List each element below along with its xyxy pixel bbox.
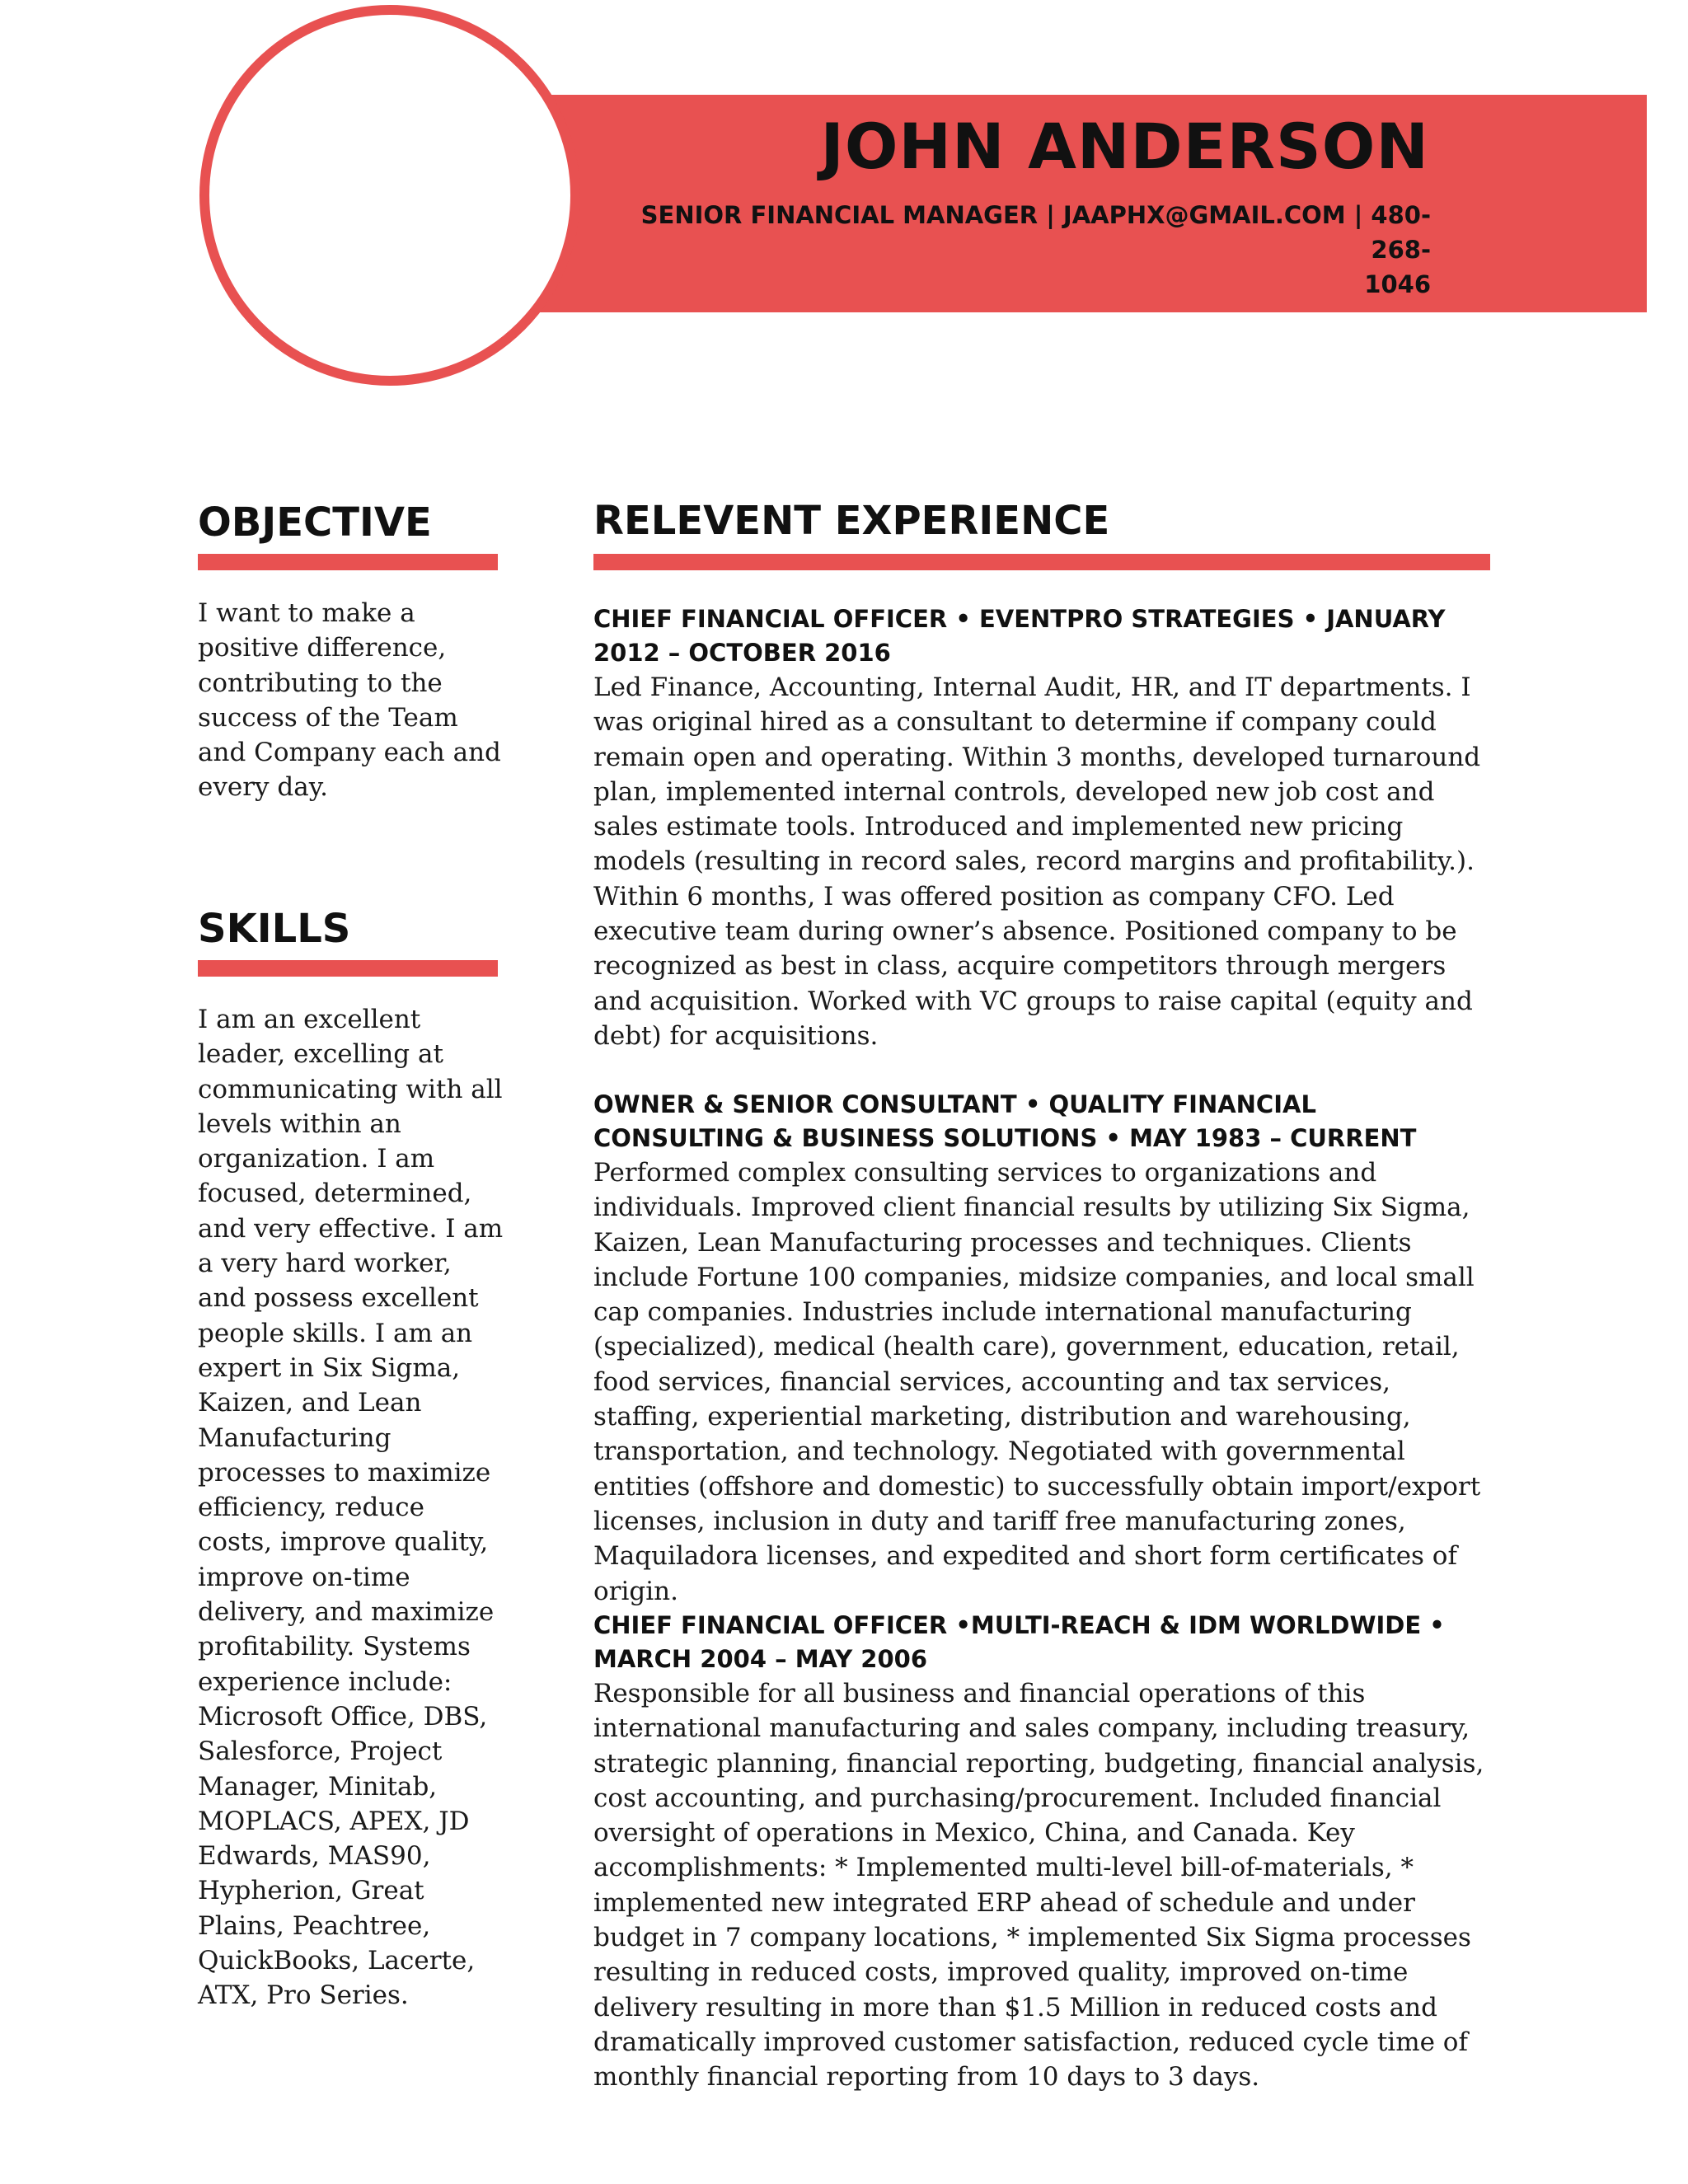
job-heading: CHIEF FINANCIAL OFFICER • EVENTPRO STRATEGIES • JANUARY 2012 – OCTOBER 2016 <box>593 605 1446 667</box>
contact-line-2: 1046 <box>1364 270 1431 298</box>
objective-divider <box>198 554 498 570</box>
objective-text: I want to make a positive difference, contributing to the success of the Team and Company each and every day. <box>198 598 501 803</box>
skills-text: I am an excellent leader, excelling at communicating with all levels within an organization. I am focused, determined, and very effective. I am a very hard worker, and possess excellent people skills. I am an expert in Six Sigma, Kaizen, and Lean Manufacturing processes to maximize efficiency, reduce costs, improve quality, improve on-time delivery, and maximize profitability. Systems experience include: Microsoft Office, DBS, Salesforce, Project Manager, Minitab, MOPLACS, APEX, JD Edwards, MAS90, Hypherion, Great Plains, Peachtree, QuickBooks, Lacerte, ATX, Pro Series. <box>198 1005 504 2011</box>
job-entry <box>593 1088 1492 1609</box>
skills-divider <box>198 960 498 977</box>
job-entry <box>593 602 1492 1053</box>
profile-photo-placeholder <box>199 5 580 386</box>
experience-title: RELEVENT EXPERIENCE <box>593 498 1110 544</box>
skills-title: SKILLS <box>198 906 351 952</box>
job-heading: OWNER & SENIOR CONSULTANT • QUALITY FINANCIAL CONSULTING & BUSINESS SOLUTIONS • MAY 1983 – CURRENT <box>593 1090 1417 1152</box>
candidate-name: JOHN ANDERSON <box>820 110 1429 183</box>
objective-title: OBJECTIVE <box>198 499 432 546</box>
contact-line-1: SENIOR FINANCIAL MANAGER | JAAPHX@GMAIL.COM | 480-268- <box>640 201 1431 264</box>
job-description: Performed complex consulting services to organizations and individuals. Improved client financial results by utilizing Six Sigma, Kaizen, Lean Manufacturing processes and techniques. Clients include Fortune 100 companies, midsize companies, and local small cap companies. Industries include international manufacturing (specialized), medical (health care), government, education, retail, food services, financial services, accounting and tax services, staffing, experiential marketing, distribution and warehousing, transportation, and technology. Negotiated with governmental entities (offshore and domestic) to successfully obtain import/export licenses, inclusion in duty and tariff free manufacturing zones, Maquiladora licenses, and expedited and short form certificates of origin. <box>593 1158 1481 1606</box>
contact-info <box>635 198 1431 302</box>
job-description: Led Finance, Accounting, Internal Audit, HR, and IT departments. I was original hired as a consultant to determine if company could remain open and operating. Within 3 months, developed turnaround plan, implemented internal controls, developed new job cost and sales estimate tools. Introduced and implemented new pricing models (resulting in record sales, record margins and profitability.). Within 6 months, I was offered position as company CFO. Led executive team during owner’s absence. Positioned company to be recognized as best in class, acquire competitors through mergers and acquisition. Worked with VC groups to raise capital (equity and debt) for acquisitions. <box>593 673 1481 1051</box>
experience-divider <box>593 554 1490 570</box>
job-description: Responsible for all business and financial operations of this international manufacturing and sales company, including treasury, strategic planning, financial reporting, budgeting, financial analysis, cost accounting, and purchasing/procurement. Included financial oversight of operations in Mexico, China, and Canada. Key accomplishments: * Implemented multi-level bill-of-materials, * implemented new integrated ERP ahead of schedule and under budget in 7 company locations, * implemented Six Sigma processes resulting in reduced costs, improved quality, improved on-time delivery resulting in more than $1.5 Million in reduced costs and dramatically improved customer satisfaction, reduced cycle time of monthly financial reporting from 10 days to 3 days. <box>593 1679 1484 2093</box>
job-heading: CHIEF FINANCIAL OFFICER •MULTI-REACH & IDM WORLDWIDE • MARCH 2004 – MAY 2006 <box>593 1611 1445 1673</box>
job-entry <box>593 1609 1492 2095</box>
